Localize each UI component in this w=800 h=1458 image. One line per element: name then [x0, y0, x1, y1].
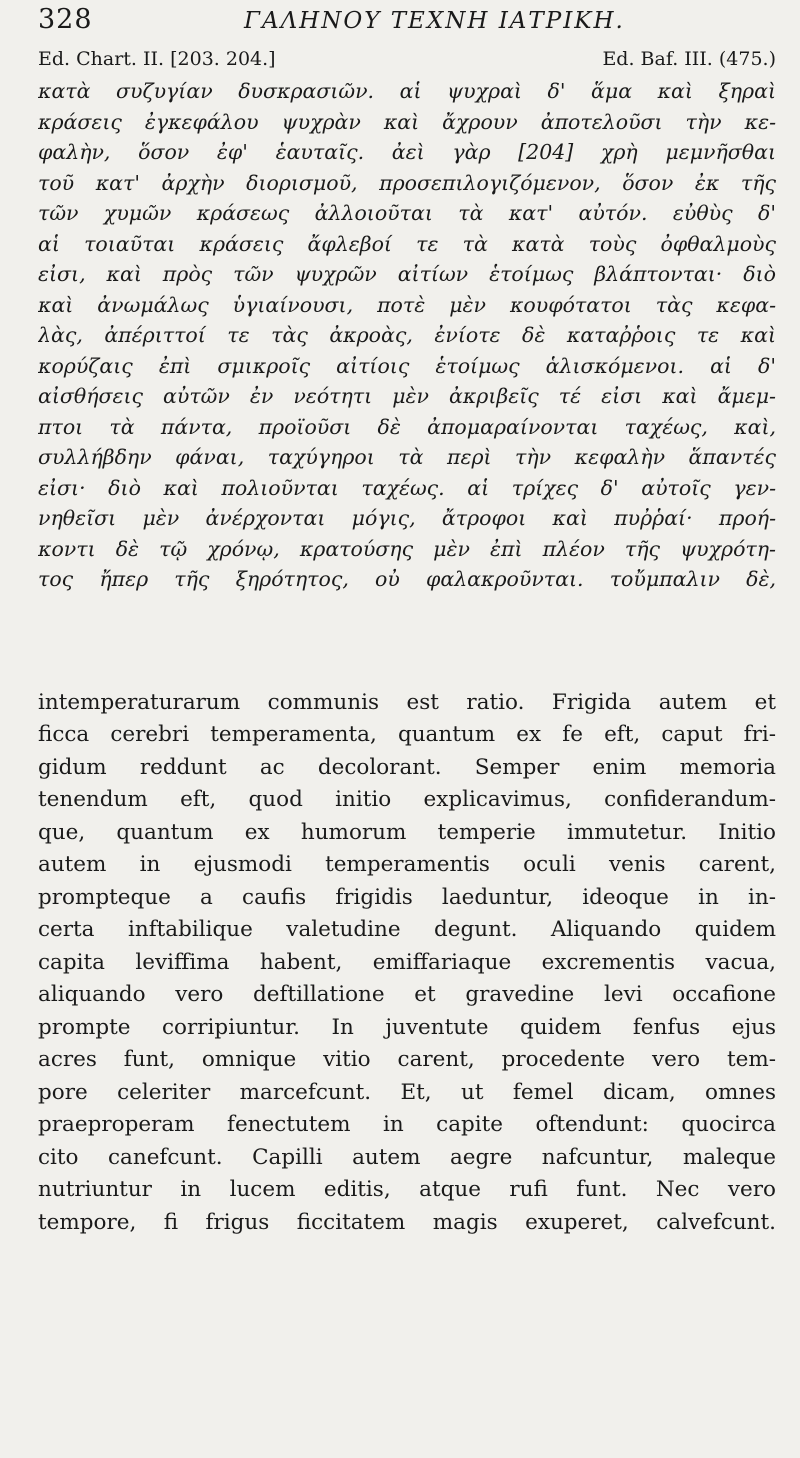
- greek-text-line: φαλὴν, ὅσον ἐφ' ἑαυταῖς. ἀεὶ γὰρ [204] χρὴ μεμνῆσθαι: [38, 140, 776, 164]
- greek-text-line: κράσεις ἐγκεφάλου ψυχρὰν καὶ ἄχρουν ἀποτελοῦσι τὴν κε-: [38, 109, 776, 134]
- latin-text-line: acres funt, omnique vitio carent, procedente vero tem-: [38, 1047, 776, 1072]
- greek-text-line: συλλήβδην φάναι, ταχύγηροι τὰ περὶ τὴν κεφαλὴν ἅπαντές: [38, 445, 776, 469]
- greek-text-line: νηθεῖσι μὲν ἀνέρχονται μόγις, ἄτροφοι καὶ πυῤῥαί· προή-: [38, 506, 776, 530]
- latin-text-line: que, quantum ex humorum temperie immutetur. Initio: [38, 819, 776, 845]
- latin-text-line: prompteque a caufis frigidis laeduntur, ideoque in in-: [38, 884, 776, 910]
- greek-text-line: καὶ ἀνωμάλως ὑγιαίνουσι, ποτὲ μὲν κουφότατοι τὰς κεφα-: [38, 292, 776, 317]
- greek-text-line: τῶν χυμῶν κράσεως ἀλλοιοῦται τὰ κατ' αὐτόν. εὐθὺς δ': [38, 201, 776, 225]
- greek-text-line: τος ἤπερ τῆς ξηρότητος, οὐ φαλακροῦνται. τοὔμπαλιν δὲ,: [38, 567, 776, 591]
- greek-text-line: κατὰ συζυγίαν δυσκρασιῶν. αἱ ψυχραὶ δ' ἅμα καὶ ξηραὶ: [38, 79, 776, 103]
- page-bleed-through-gap: [38, 595, 776, 687]
- latin-text-line: autem in ejusmodi temperamentis oculi venis carent,: [38, 852, 776, 877]
- latin-text-block: [38, 687, 776, 1240]
- latin-text-line: nutriuntur in lucem editis, atque rufi funt. Nec vero: [38, 1177, 776, 1202]
- latin-text-line: certa inftabilique valetudine degunt. Aliquando quidem: [38, 917, 776, 942]
- greek-text-line: πτοι τὰ πάντα, προϊοῦσι δὲ ἀπομαραίνονται ταχέως, καὶ,: [38, 414, 776, 439]
- latin-text-line: tempore, fi frigus ficcitatem magis exuperet, calvefcunt.: [38, 1209, 776, 1235]
- edition-reference-basel: Ed. Baf. III. (475.): [602, 48, 776, 70]
- latin-text-line: ficca cerebri temperamenta, quantum ex fe eft, caput fri-: [38, 722, 776, 747]
- greek-text-line: εἰσι, καὶ πρὸς τῶν ψυχρῶν αἰτίων ἑτοίμως βλάπτονται· διὸ: [38, 262, 776, 286]
- edition-reference-line: [38, 44, 776, 76]
- latin-text-line: capita leviffima habent, emiffariaque excrementis vacua,: [38, 949, 776, 975]
- greek-text-line: εἰσι· διὸ καὶ πολιοῦνται ταχέως. αἱ τρίχες δ' αὐτοῖς γεν-: [38, 475, 776, 500]
- greek-text-line: κορύζαις ἐπὶ σμικροῖς αἰτίοις ἑτοίμως ἁλισκόμενοι. αἱ δ': [38, 353, 776, 378]
- latin-text-line: tenendum eft, quod initio explicavimus, confiderandum-: [38, 787, 776, 812]
- greek-text-line: τοῦ κατ' ἀρχὴν διορισμοῦ, προσεπιλογιζόμενον, ὅσον ἐκ τῆς: [38, 170, 776, 195]
- page-number: 328: [38, 4, 93, 35]
- latin-text-line: praeproperam fenectutem in capite oftendunt: quocirca: [38, 1112, 776, 1137]
- latin-text-line: aliquando vero deftillatione et gravedine levi occafione: [38, 982, 776, 1007]
- running-head: [38, 0, 776, 44]
- latin-text-line: pore celeriter marcefcunt. Et, ut femel dicam, omnes: [38, 1079, 776, 1105]
- greek-text-line: κοντι δὲ τῷ χρόνῳ, κρατούσης μὲν ἐπὶ πλέον τῆς ψυχρότη-: [38, 536, 776, 561]
- latin-text-line: intemperaturarum communis est ratio. Frigida autem et: [38, 689, 776, 715]
- edition-reference-chartier: Ed. Chart. II. [203. 204.]: [38, 48, 276, 70]
- greek-text-block: [38, 76, 776, 595]
- latin-text-line: gidum reddunt ac decolorant. Semper enim memoria: [38, 754, 776, 780]
- latin-text-line: cito canefcunt. Capilli autem aegre nafcuntur, maleque: [38, 1144, 776, 1170]
- latin-text-line: prompte corripiuntur. In juventute quidem fenfus ejus: [38, 1014, 776, 1040]
- greek-text-line: αἱ τοιαῦται κράσεις ἄφλεβοί τε τὰ κατὰ τοὺς ὀφθαλμοὺς: [38, 231, 776, 256]
- greek-text-line: λὰς, ἀπέριττοί τε τὰς ἀκροὰς, ἐνίοτε δὲ καταῤῥοις τε καὶ: [38, 323, 776, 347]
- greek-text-line: αἰσθήσεις αὐτῶν ἐν νεότητι μὲν ἀκριβεῖς τέ εἰσι καὶ ἄμεμ-: [38, 384, 776, 408]
- running-title: ΓΑΛΗΝΟΥ ΤΕΧΝΗ ΙΑΤΡΙΚΗ.: [244, 8, 625, 34]
